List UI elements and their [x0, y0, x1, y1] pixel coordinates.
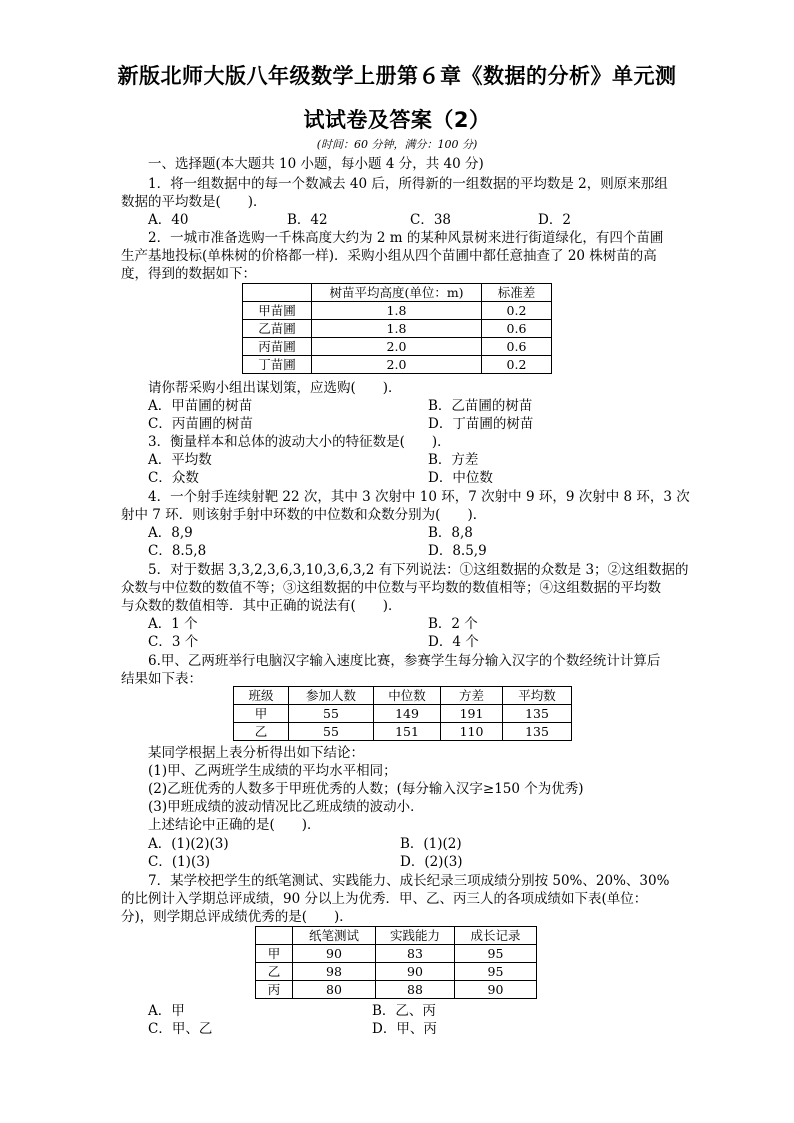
- q3-option-b: B．方差: [428, 452, 479, 468]
- table-row: [243, 320, 552, 338]
- table-cell: 90: [293, 945, 376, 963]
- table-cell: 丁苗圃: [243, 356, 312, 374]
- table-header-cell: 标准差: [482, 284, 552, 302]
- table-row: [243, 356, 552, 374]
- q2-option-b: B．乙苗圃的树苗: [428, 398, 533, 414]
- table-cell: 110: [441, 723, 503, 741]
- table-cell: 151: [374, 723, 441, 741]
- q5-text-line-2: 众数与中位数的数值不等；③这组数据的中位数与平均数的数值相等；④这组数据的平均数: [121, 580, 661, 596]
- q4-option-b: B．8,8: [428, 525, 473, 541]
- table-cell: 135: [503, 723, 572, 741]
- q2-text-line-1: 2．一城市准备选购一千株高度大约为 2 m 的某种风景树来进行街道绿化，有四个苗圃: [148, 230, 664, 246]
- q6-conclusion-1: (1)甲、乙两班学生成绩的平均水平相同；: [148, 763, 397, 779]
- table-header-cell: 实践能力: [376, 927, 455, 945]
- q6-conclusion-3: (3)甲班成绩的波动情况比乙班成绩的波动小．: [148, 799, 424, 815]
- q1-text-line-2: 数据的平均数是( )．: [121, 194, 267, 210]
- table-header-cell: [243, 284, 312, 302]
- q6-option-c: C．(1)(3): [148, 854, 211, 870]
- table-cell: 191: [441, 705, 503, 723]
- table-header-cell: 成长记录: [455, 927, 537, 945]
- table-cell: 135: [503, 705, 572, 723]
- q5-option-c: C．3 个: [148, 634, 199, 650]
- q7-score-table: [255, 926, 537, 999]
- q5-text-line-1: 5．对于数据 3,3,2,3,6,3,10,3,6,3,2 有下列说法：①这组数据的众数是 3；②这组数据的: [148, 562, 689, 578]
- page-title-line-1: 新版北师大版八年级数学上册第６章《数据的分析》单元测: [117, 64, 677, 88]
- table-header-cell: [256, 927, 293, 945]
- table-header-cell: 纸笔测试: [293, 927, 376, 945]
- table-cell: 90: [455, 981, 537, 999]
- table-cell: 0.6: [482, 320, 552, 338]
- table-cell: 0.2: [482, 302, 552, 320]
- section-heading: 一、选择题(本大题共 10 小题，每小题 4 分，共 40 分): [148, 156, 484, 172]
- q2-nursery-table: [242, 283, 552, 374]
- q5-option-d: D．4 个: [428, 634, 479, 650]
- table-cell: 乙: [256, 963, 293, 981]
- q6-typing-table: [233, 686, 572, 741]
- q4-option-d: D．8.5,9: [428, 543, 487, 559]
- table-cell: 甲: [256, 945, 293, 963]
- table-cell: 80: [293, 981, 376, 999]
- table-cell: 0.6: [482, 338, 552, 356]
- q7-text-line-3: 分)，则学期总评成绩优秀的是( )．: [121, 909, 353, 925]
- q1-text-line-1: 1．将一组数据中的每一个数减去 40 后，所得新的一组数据的平均数是 2，则原来那组: [148, 176, 668, 192]
- table-header-row: [256, 927, 537, 945]
- q4-text-line-2: 射中 7 环．则该射手射中环数的中位数和众数分别为( )．: [121, 507, 487, 523]
- q7-option-a: A．甲: [148, 1003, 185, 1019]
- page-title-line-2: 试试卷及答案（2）: [303, 108, 491, 132]
- table-cell: 0.2: [482, 356, 552, 374]
- q6-option-b: B．(1)(2): [400, 836, 462, 852]
- q6-text-line-2: 结果如下表：: [121, 671, 202, 687]
- exam-time-score: (时间：60 分钟，满分：100 分): [316, 138, 478, 151]
- table-row: [256, 963, 537, 981]
- table-header-cell: 方差: [441, 687, 503, 705]
- table-cell: 2.0: [312, 356, 482, 374]
- table-header-cell: 班级: [234, 687, 289, 705]
- table-cell: 55: [289, 723, 374, 741]
- table-cell: 95: [455, 963, 537, 981]
- table-cell: 98: [293, 963, 376, 981]
- q5-option-a: A．1 个: [148, 616, 198, 632]
- q6-conclusion-2: (2)乙班优秀的人数多于甲班优秀的人数；(每分输入汉字≥150 个为优秀): [148, 781, 584, 797]
- q1-option-c: C．38: [410, 212, 452, 228]
- table-cell: 甲苗圃: [243, 302, 312, 320]
- q3-text-line-1: 3．衡量样本和总体的波动大小的特征数是( )．: [148, 434, 451, 450]
- q1-option-b: B．42: [287, 212, 328, 228]
- table-header-row: [234, 687, 572, 705]
- q4-text-line-1: 4．一个射手连续射靶 22 次，其中 3 次射中 10 环，7 次射中 9 环，9 次射中 8 环，3 次: [148, 489, 690, 505]
- table-cell: 丙: [256, 981, 293, 999]
- q2-option-a: A．甲苗圃的树苗: [148, 398, 253, 414]
- q5-option-b: B．2 个: [428, 616, 478, 632]
- q7-text-line-1: 7．某学校把学生的纸笔测试、实践能力、成长纪录三项成绩分别按 50%、20%、30%: [148, 873, 670, 889]
- table-cell: 83: [376, 945, 455, 963]
- q3-option-c: C．众数: [148, 470, 199, 486]
- table-row: [234, 705, 572, 723]
- table-cell: 90: [376, 963, 455, 981]
- table-cell: 55: [289, 705, 374, 723]
- q2-option-c: C．丙苗圃的树苗: [148, 416, 253, 432]
- q6-text-line-3: 某同学根据上表分析得出如下结论：: [148, 745, 364, 761]
- q4-option-c: C．8.5,8: [148, 543, 207, 559]
- q2-text-line-2: 生产基地投标(单株树的价格都一样)．采购小组从四个苗圃中都任意抽查了 20 株树苗的高: [121, 248, 657, 264]
- table-cell: 乙: [234, 723, 289, 741]
- q6-option-d: D．(2)(3): [400, 854, 463, 870]
- table-cell: 88: [376, 981, 455, 999]
- table-cell: 1.8: [312, 302, 482, 320]
- q1-option-a: A．40: [148, 212, 189, 228]
- q5-text-line-3: 与众数的数值相等．其中正确的说法有( )．: [121, 598, 402, 614]
- table-header-cell: 平均数: [503, 687, 572, 705]
- table-header-cell: 中位数: [374, 687, 441, 705]
- table-cell: 95: [455, 945, 537, 963]
- q2-option-d: D．丁苗圃的树苗: [428, 416, 534, 432]
- table-row: [243, 302, 552, 320]
- table-cell: 甲: [234, 705, 289, 723]
- table-header-row: [243, 284, 552, 302]
- q6-option-a: A．(1)(2)(3): [148, 836, 229, 852]
- table-cell: 1.8: [312, 320, 482, 338]
- q3-option-a: A．平均数: [148, 452, 212, 468]
- table-row: [243, 338, 552, 356]
- table-header-cell: 参加人数: [289, 687, 374, 705]
- q7-option-c: C．甲、乙: [148, 1021, 213, 1037]
- q1-option-d: D．2: [538, 212, 571, 228]
- q3-option-d: D．中位数: [428, 470, 493, 486]
- q6-text-line-7: 上述结论中正确的是( )．: [148, 817, 321, 833]
- table-row: [256, 981, 537, 999]
- q7-option-b: B．乙、丙: [372, 1003, 436, 1019]
- table-row: [234, 723, 572, 741]
- table-cell: 乙苗圃: [243, 320, 312, 338]
- table-cell: 149: [374, 705, 441, 723]
- q2-text-line-3: 度，得到的数据如下：: [121, 266, 256, 282]
- q7-option-d: D．甲、丙: [372, 1021, 437, 1037]
- q4-option-a: A．8,9: [148, 525, 193, 541]
- q6-text-line-1: 6.甲、乙两班举行电脑汉字输入速度比赛，参赛学生每分输入汉字的个数经统计计算后: [148, 653, 661, 669]
- q2-text-line-4: 请你帮采购小组出谋划策，应选购( )．: [148, 380, 402, 396]
- table-row: [256, 945, 537, 963]
- q7-text-line-2: 的比例计入学期总评成绩，90 分以上为优秀．甲、乙、丙三人的各项成绩如下表(单位：: [121, 891, 648, 907]
- table-cell: 2.0: [312, 338, 482, 356]
- table-cell: 丙苗圃: [243, 338, 312, 356]
- table-header-cell: 树苗平均高度(单位：m): [312, 284, 482, 302]
